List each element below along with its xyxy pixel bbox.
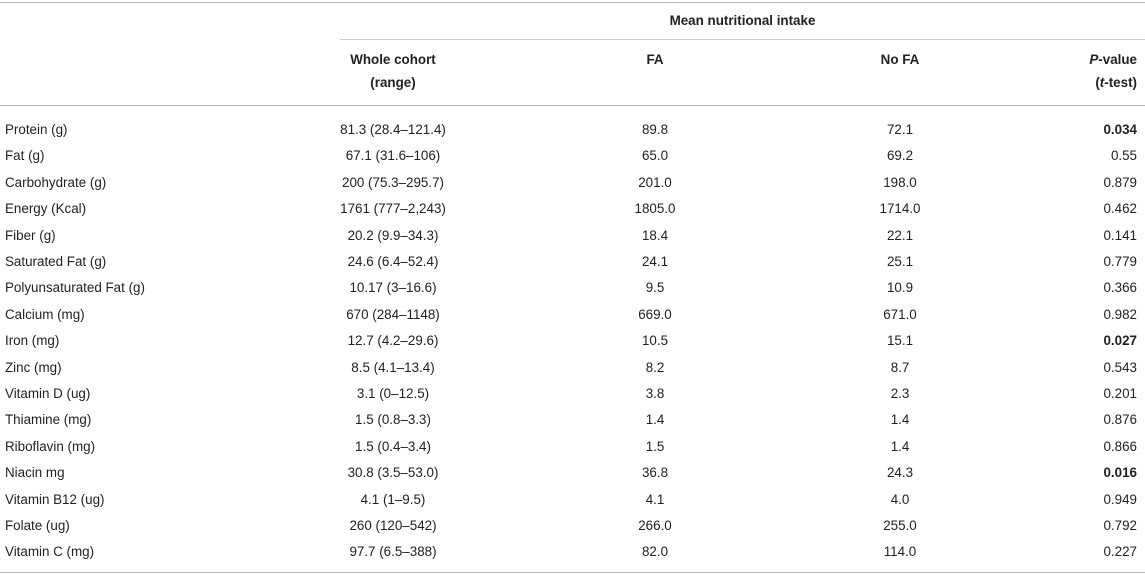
row-label: Polyunsaturated Fat (g) xyxy=(5,280,145,296)
row-label: Thiamine (mg) xyxy=(5,412,92,428)
row-p-value: 0.366 xyxy=(1103,280,1137,296)
row-whole-cohort: 260 (120–542) xyxy=(349,518,437,533)
header-whole-cohort xyxy=(303,48,483,94)
row-whole-cohort: 4.1 (1–9.5) xyxy=(360,491,426,507)
row-label: Carbohydrate (g) xyxy=(5,174,107,190)
row-p-value: 0.027 xyxy=(1103,333,1137,349)
row-fa: 669.0 xyxy=(638,306,672,322)
row-whole-cohort: 1.5 (0.8–3.3) xyxy=(355,412,431,428)
header-p-rest: -value xyxy=(1098,52,1137,67)
header-p-italic: P xyxy=(1089,52,1099,67)
row-p-value: 0.879 xyxy=(1103,174,1137,190)
row-no-fa: 8.7 xyxy=(890,359,910,375)
row-fa: 24.1 xyxy=(641,254,669,269)
row-fa: 1.4 xyxy=(645,412,665,428)
row-p-value: 0.227 xyxy=(1103,544,1137,560)
row-no-fa: 69.2 xyxy=(886,148,914,164)
header-t-open: ( xyxy=(1095,75,1100,90)
row-fa: 9.5 xyxy=(645,280,665,296)
row-whole-cohort: 1761 (777–2,243) xyxy=(340,201,446,217)
row-label: Iron (mg) xyxy=(5,333,60,349)
row-fa: 1.5 xyxy=(645,438,665,454)
row-whole-cohort: 8.5 (4.1–13.4) xyxy=(351,359,435,375)
row-p-value: 0.55 xyxy=(1110,148,1137,164)
table-bottom-rule xyxy=(0,572,1145,573)
row-whole-cohort: 20.2 (9.9–34.3) xyxy=(347,227,439,243)
row-no-fa: 25.1 xyxy=(886,254,914,269)
row-no-fa: 2.3 xyxy=(890,386,910,401)
header-whole-line1: Whole cohort xyxy=(350,52,436,67)
row-fa: 36.8 xyxy=(641,465,669,481)
row-whole-cohort: 10.17 (3–16.6) xyxy=(349,280,437,296)
row-no-fa: 255.0 xyxy=(883,518,917,533)
row-no-fa: 10.9 xyxy=(886,280,914,296)
row-p-value: 0.866 xyxy=(1103,438,1137,454)
row-whole-cohort: 81.3 (28.4–121.4) xyxy=(340,122,446,137)
row-no-fa: 72.1 xyxy=(886,122,914,137)
row-no-fa: 198.0 xyxy=(883,174,917,190)
row-p-value: 0.543 xyxy=(1103,359,1137,375)
row-no-fa: 114.0 xyxy=(883,544,917,560)
header-t-italic: t xyxy=(1099,75,1105,90)
row-label: Folate (ug) xyxy=(5,518,70,533)
row-whole-cohort: 670 (284–1148) xyxy=(346,306,440,322)
row-fa: 3.8 xyxy=(645,386,665,401)
header-spanner: Mean nutritional intake xyxy=(669,13,816,28)
row-p-value: 0.779 xyxy=(1103,254,1137,269)
row-label: Zinc (mg) xyxy=(5,359,62,375)
row-p-value: 0.201 xyxy=(1103,386,1137,401)
row-fa: 266.0 xyxy=(638,518,672,533)
row-no-fa: 22.1 xyxy=(886,227,914,243)
row-label: Vitamin C (mg) xyxy=(5,544,95,560)
row-no-fa: 1.4 xyxy=(890,412,910,428)
row-whole-cohort: 1.5 (0.4–3.4) xyxy=(355,438,431,454)
row-label: Vitamin B12 (ug) xyxy=(5,491,105,507)
row-fa: 4.1 xyxy=(645,491,665,507)
row-whole-cohort: 24.6 (6.4–52.4) xyxy=(347,254,439,269)
row-fa: 1805.0 xyxy=(634,201,676,217)
row-no-fa: 4.0 xyxy=(890,491,910,507)
row-p-value: 0.141 xyxy=(1103,227,1137,243)
row-label: Energy (Kcal) xyxy=(5,201,87,217)
header-fa: FA xyxy=(646,52,664,67)
row-whole-cohort: 67.1 (31.6–106) xyxy=(345,148,441,164)
row-fa: 89.8 xyxy=(641,122,669,137)
header-p-line1 xyxy=(1000,48,1137,71)
row-no-fa: 24.3 xyxy=(886,465,914,481)
header-p-value xyxy=(1000,48,1137,94)
row-fa: 65.0 xyxy=(641,148,669,164)
row-whole-cohort: 97.7 (6.5–388) xyxy=(349,544,437,560)
row-no-fa: 1714.0 xyxy=(879,201,921,217)
row-p-value: 0.949 xyxy=(1103,491,1137,507)
row-no-fa: 15.1 xyxy=(886,333,914,349)
row-whole-cohort: 30.8 (3.5–53.0) xyxy=(347,465,439,481)
row-fa: 82.0 xyxy=(641,544,669,560)
row-fa: 8.2 xyxy=(645,359,665,375)
row-p-value: 0.982 xyxy=(1103,306,1137,322)
table-top-rule xyxy=(0,2,1145,3)
row-label: Saturated Fat (g) xyxy=(5,254,107,269)
row-whole-cohort: 200 (75.3–295.7) xyxy=(342,174,444,190)
row-fa: 201.0 xyxy=(638,174,672,190)
row-p-value: 0.016 xyxy=(1103,465,1137,481)
row-label: Fat (g) xyxy=(5,148,45,164)
header-p-line2 xyxy=(1000,71,1137,94)
row-whole-cohort: 3.1 (0–12.5) xyxy=(356,386,430,401)
row-fa: 10.5 xyxy=(641,333,669,349)
row-label: Vitamin D (ug) xyxy=(5,386,91,401)
row-label: Riboflavin (mg) xyxy=(5,438,96,454)
row-p-value: 0.034 xyxy=(1103,122,1137,137)
row-p-value: 0.792 xyxy=(1103,518,1137,533)
spanner-rule xyxy=(340,39,1145,40)
row-label: Calcium (mg) xyxy=(5,306,85,322)
row-whole-cohort: 12.7 (4.2–29.6) xyxy=(347,333,439,349)
header-whole-line2: (range) xyxy=(370,75,416,90)
header-no-fa: No FA xyxy=(880,52,920,67)
row-fa: 18.4 xyxy=(641,227,669,243)
row-label: Protein (g) xyxy=(5,122,68,137)
row-no-fa: 1.4 xyxy=(890,438,910,454)
row-p-value: 0.462 xyxy=(1103,201,1137,217)
row-no-fa: 671.0 xyxy=(883,306,917,322)
row-p-value: 0.876 xyxy=(1103,412,1137,428)
row-label: Fiber (g) xyxy=(5,227,56,243)
header-t-rest: -test) xyxy=(1104,75,1137,90)
row-label: Niacin mg xyxy=(5,465,65,481)
header-rule xyxy=(0,105,1145,106)
